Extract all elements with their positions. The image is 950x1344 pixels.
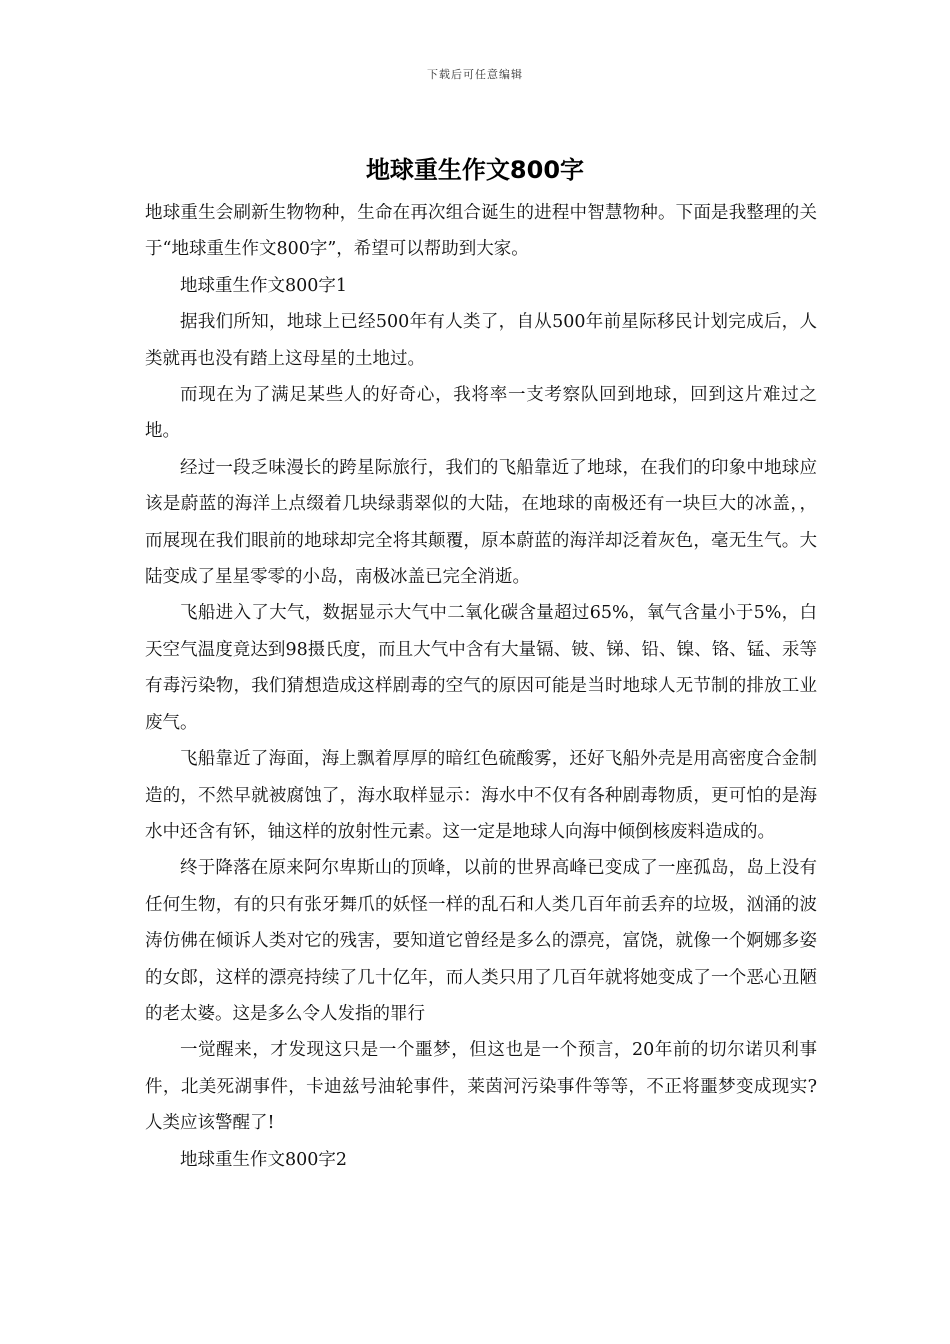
body-paragraph: 经过一段乏味漫长的跨星际旅行，我们的飞船靠近了地球，在我们的印象中地球应该是蔚蓝的海洋上点缀着几块绿翡翠似的大陆，在地球的南极还有一块巨大的冰盖，，而展现在我们眼前的地球却完全将其颠覆，原本蔚蓝的海洋却泛着灰色，毫无生气。大陆变成了星星零零的小岛，南极冰盖已完全消逝。 xyxy=(145,457,817,588)
document-title: 地球重生作文800字 xyxy=(365,156,585,184)
intro-paragraph: 地球重生会刷新生物物种，生命在再次组合诞生的进程中智慧物种。下面是我整理的关于“地球重生作文800字”，希望可以帮助到大家。 xyxy=(145,203,817,260)
section-heading-1: 地球重生作文800字1 xyxy=(180,275,348,296)
body-paragraph: 终于降落在原来阿尔卑斯山的顶峰，以前的世界高峰已变成了一座孤岛，岛上没有任何生物，有的只有张牙舞爪的妖怪一样的乱石和人类几百年前丢弃的垃圾，汹涌的波涛仿佛在倾诉人类对它的残害，要知道它曾经是多么的漂亮，富饶，就像一个婀娜多姿的女郎，这样的漂亮持续了几十亿年，而人类只用了几百年就将她变成了一个恶心丑陋的老太婆。这是多么令人发指的罪行 xyxy=(145,858,817,1024)
document-body xyxy=(145,195,817,1178)
body-paragraph: 一觉醒来，才发现这只是一个噩梦，但这也是一个预言，20年前的切尔诺贝利事件，北美死湖事件，卡迪兹号油轮事件，莱茵河污染事件等等，不正将噩梦变成现实?人类应该警醒了! xyxy=(145,1040,817,1134)
body-paragraph: 而现在为了满足某些人的好奇心，我将率一支考察队回到地球，回到这片难过之地。 xyxy=(145,385,817,442)
section-heading-2: 地球重生作文800字2 xyxy=(180,1149,348,1170)
body-paragraph: 飞船进入了大气，数据显示大气中二氧化碳含量超过65%，氧气含量小于5%，白天空气温度竟达到98摄氏度，而且大气中含有大量镉、铍、锑、铅、镍、铬、锰、汞等有毒污染物，我们猜想造成这样剧毒的空气的原因可能是当时地球人无节制的排放工业废气。 xyxy=(145,603,817,733)
body-paragraph: 飞船靠近了海面，海上飘着厚厚的暗红色硫酸雾，还好飞船外壳是用高密度合金制造的，不然早就被腐蚀了，海水取样显示：海水中不仅有各种剧毒物质，更可怕的是海水中还含有钚，铀这样的放射性元素。这一定是地球人向海中倾倒核废料造成的。 xyxy=(145,749,817,842)
page-header-note: 下载后可任意编辑 xyxy=(427,68,523,81)
body-paragraph: 据我们所知，地球上已经500年有人类了，自从500年前星际移民计划完成后，人类就再也没有踏上这母星的土地过。 xyxy=(145,312,817,369)
